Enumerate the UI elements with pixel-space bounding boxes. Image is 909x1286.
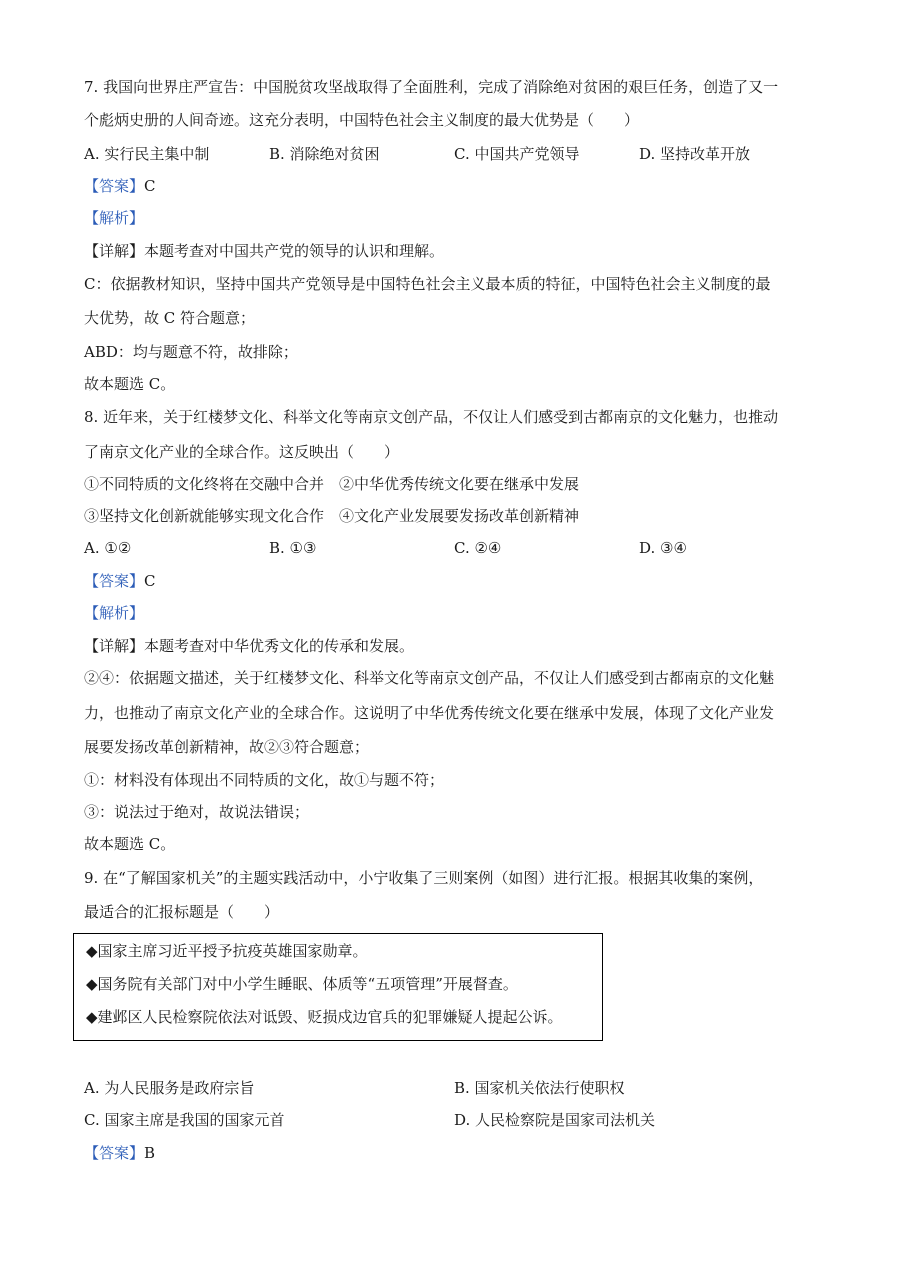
detail-text: 本题考查对中华优秀文化的传承和发展。 bbox=[144, 637, 415, 655]
q7-explanation-4: 故本题选 C。 bbox=[84, 375, 176, 393]
q9-case-3: ◆建邺区人民检察院依法对诋毁、贬损戍边官兵的犯罪嫌疑人提起公诉。 bbox=[86, 1008, 563, 1026]
answer-tag: 【答案】 bbox=[84, 177, 145, 195]
q9-case-2: ◆国务院有关部门对中小学生睡眠、体质等“五项管理”开展督查。 bbox=[86, 975, 518, 993]
q7-explanation-2: 大优势，故 C 符合题意； bbox=[84, 309, 256, 327]
detail-tag: 【详解】 bbox=[84, 242, 145, 260]
q8-detail bbox=[84, 636, 414, 656]
q8-explanation-4: ①：材料没有体现出不同特质的文化，故①与题不符； bbox=[84, 771, 445, 789]
q9-option-b: B. 国家机关依法行使职权 bbox=[454, 1079, 625, 1097]
q7-stem-line-2: 个彪炳史册的人间奇迹。这充分表明，中国特色社会主义制度的最大优势是（ ） bbox=[84, 111, 640, 129]
q7-explanation-1: C：依据教材知识，坚持中国共产党领导是中国特色社会主义最本质的特征，中国特色社会主义制度的最 bbox=[84, 275, 771, 293]
q7-explanation-3: ABD：均与题意不符，故排除； bbox=[84, 343, 298, 361]
q7-answer bbox=[84, 176, 156, 196]
q9-answer bbox=[84, 1143, 155, 1163]
answer-value: C bbox=[144, 572, 156, 590]
detail-tag: 【详解】 bbox=[84, 637, 145, 655]
q8-item-line-1: ①不同特质的文化终将在交融中合并 ②中华优秀传统文化要在继承中发展 bbox=[84, 475, 580, 493]
detail-text: 本题考查对中国共产党的领导的认识和理解。 bbox=[144, 242, 445, 260]
q8-stem-line-2: 了南京文化产业的全球合作。这反映出（ ） bbox=[84, 443, 400, 461]
q7-detail bbox=[84, 241, 444, 261]
q8-answer bbox=[84, 571, 156, 591]
q7-option-b: B. 消除绝对贫困 bbox=[269, 145, 380, 163]
q9-stem-line-1: 9. 在“了解国家机关”的主题实践活动中，小宁收集了三则案例（如图）进行汇报。根据其收集的案例， bbox=[84, 869, 764, 887]
answer-value: B bbox=[144, 1144, 156, 1162]
q8-explanation-3: 展要发扬改革创新精神，故②③符合题意； bbox=[84, 738, 370, 756]
q8-option-a: A. ①② bbox=[84, 539, 132, 557]
q8-analysis bbox=[84, 603, 144, 623]
q8-item-line-2: ③坚持文化创新就能够实现文化合作 ④文化产业发展要发扬改革创新精神 bbox=[84, 507, 580, 525]
answer-tag: 【答案】 bbox=[84, 572, 145, 590]
q8-option-b: B. ①③ bbox=[269, 539, 317, 557]
q8-option-c: C. ②④ bbox=[454, 539, 502, 557]
analysis-tag: 【解析】 bbox=[84, 604, 145, 622]
q9-option-d: D. 人民检察院是国家司法机关 bbox=[454, 1111, 656, 1129]
q8-explanation-2: 力，也推动了南京文化产业的全球合作。这说明了中华优秀传统文化要在继承中发展，体现了文化产业发 bbox=[84, 704, 775, 722]
q8-explanation-1: ②④：依据题文描述，关于红楼梦文化、科举文化等南京文创产品，不仅让人们感受到古都南京的文化魅 bbox=[84, 669, 775, 687]
answer-tag: 【答案】 bbox=[84, 1144, 145, 1162]
q7-option-a: A. 实行民主集中制 bbox=[84, 145, 210, 163]
q9-case-1: ◆国家主席习近平授予抗疫英雄国家勋章。 bbox=[86, 942, 368, 960]
answer-value: C bbox=[144, 177, 156, 195]
q8-explanation-5: ③：说法过于绝对，故说法错误； bbox=[84, 803, 310, 821]
q7-option-d: D. 坚持改革开放 bbox=[639, 145, 751, 163]
q8-explanation-6: 故本题选 C。 bbox=[84, 835, 176, 853]
q9-stem-line-2: 最适合的汇报标题是（ ） bbox=[84, 903, 280, 921]
q7-stem-line-1: 7. 我国向世界庄严宣告：中国脱贫攻坚战取得了全面胜利，完成了消除绝对贫困的艰巨任务，创造了又一 bbox=[84, 78, 779, 96]
q8-stem-line-1: 8. 近年来，关于红楼梦文化、科举文化等南京文创产品，不仅让人们感受到古都南京的文化魅力，也推动 bbox=[84, 408, 779, 426]
analysis-tag: 【解析】 bbox=[84, 209, 145, 227]
q9-option-a: A. 为人民服务是政府宗旨 bbox=[84, 1079, 255, 1097]
q7-analysis bbox=[84, 208, 144, 228]
q9-option-c: C. 国家主席是我国的国家元首 bbox=[84, 1111, 285, 1129]
q9-case-box bbox=[73, 933, 603, 1041]
q7-option-c: C. 中国共产党领导 bbox=[454, 145, 580, 163]
q8-option-d: D. ③④ bbox=[639, 539, 687, 557]
